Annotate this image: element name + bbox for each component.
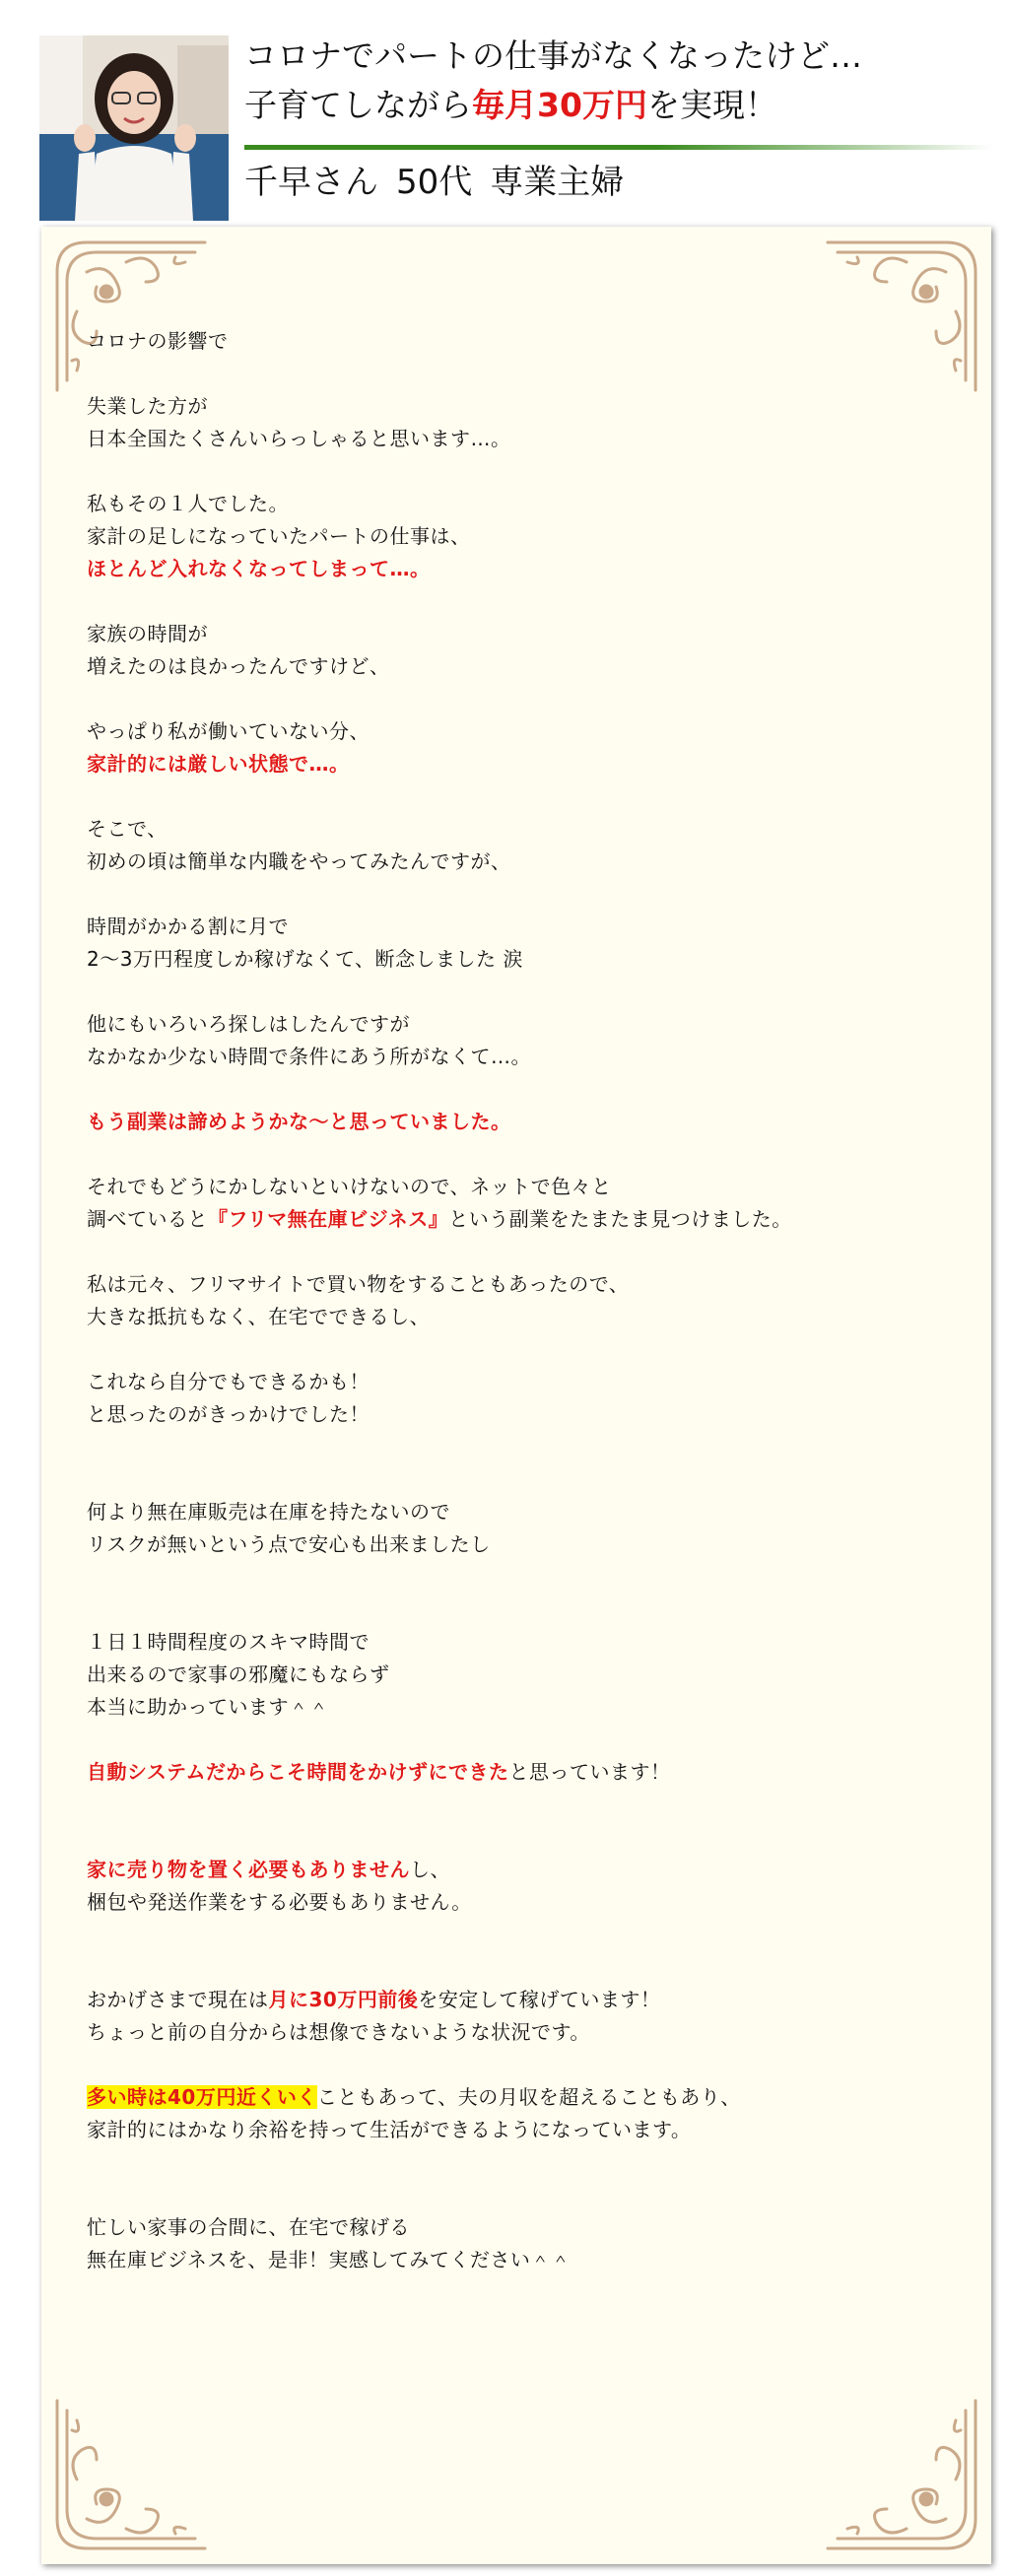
text-line: おかげさまで現在は: [87, 1988, 269, 2011]
paragraph: [87, 390, 954, 455]
paragraph: [87, 325, 954, 358]
headline-line2-emphasis: 毎月30万円: [472, 86, 647, 124]
paragraph: [87, 1756, 954, 1789]
text-line: 他にもいろいろ探しはしたんですが: [87, 1012, 410, 1036]
text-line: 家族の時間が: [87, 622, 208, 645]
text-line: 増えたのは良かったんですけど、: [87, 654, 390, 678]
headline-line2-pre: 子育てしながら: [244, 86, 472, 124]
text-line: 本当に助かっています＾＾: [87, 1695, 329, 1719]
text-line: という副業をたまたま見つけました。: [448, 1207, 792, 1231]
ornament-corner-bottom-left-icon: [47, 2391, 215, 2558]
paragraph: [87, 1626, 954, 1724]
text-line: やっぱり私が働いていない分、: [87, 719, 370, 743]
text-line: 家計的にはかなり余裕を持って生活ができるようになっています。: [87, 2118, 692, 2141]
text-line: 大きな抵抗もなく、在宅でできるし、: [87, 1305, 431, 1328]
headline-line1: コロナでパートの仕事がなくなったけど…: [244, 36, 862, 75]
emphasis-text: 家計的には厳しい状態で…。: [87, 752, 350, 776]
paragraph: [87, 2081, 954, 2146]
text-line: 私は元々、フリマサイトで買い物をすることもあったので、: [87, 1272, 630, 1296]
profile-photo: [39, 35, 229, 221]
paragraph: [87, 1854, 954, 1919]
emphasis-text: もう副業は諦めようかな〜と思っていました。: [87, 1110, 511, 1133]
emphasis-text: 月に30万円前後: [268, 1988, 419, 2011]
text-line: なかなか少ない時間で条件にあう所がなくて…。: [87, 1045, 531, 1068]
text-line: こともあって、夫の月収を超えることもあり、: [316, 2085, 741, 2109]
emphasis-text: 自動システムだからこそ時間をかけずにできた: [87, 1760, 509, 1784]
text-line: リスクが無いという点で安心も出来ましたし: [87, 1532, 491, 1556]
text-line: 家計の足しになっていたパートの仕事は、: [87, 524, 471, 548]
paragraph: [87, 488, 954, 585]
person-name: 千早さん: [244, 163, 378, 202]
paragraph: [87, 813, 954, 878]
testimonial-body: [87, 325, 954, 2309]
emphasis-text: ほとんど入れなくなってしまって…。: [87, 557, 431, 580]
text-line: これなら自分でもできるかも！: [87, 1370, 370, 1393]
paragraph: [87, 1496, 954, 1561]
text-line: 何より無在庫販売は在庫を持たないので: [87, 1500, 450, 1524]
headline-line2-post: を実現！: [646, 86, 777, 124]
highlighted-text: 多い時は40万円近くいく: [87, 2085, 317, 2109]
testimonial-headline: [244, 32, 993, 130]
text-line: 忙しい家事の合間に、在宅で稼げる: [87, 2215, 410, 2239]
text-line: それでもどうにかしないといけないので、ネットで色々と: [87, 1175, 612, 1198]
text-line: 調べていると: [87, 1207, 208, 1231]
text-line: 失業した方が: [87, 394, 208, 418]
text-line: 梱包や発送作業をする必要もありません。: [87, 1890, 472, 1914]
paragraph: [87, 1171, 954, 1236]
paragraph: [87, 2211, 954, 2276]
text-line: 日本全国たくさんいらっしゃると思います…。: [87, 427, 511, 450]
paragraph: [87, 1366, 954, 1431]
text-line: 無在庫ビジネスを、是非！実感してみてください＾＾: [87, 2248, 572, 2271]
text-line: と思ったのがきっかけでした！: [87, 1402, 370, 1426]
text-line: 私もその１人でした。: [87, 492, 289, 515]
emphasis-text: 家に売り物を置く必要もありません: [87, 1858, 410, 1881]
person-info: [244, 158, 641, 207]
person-age: 50代: [396, 163, 473, 202]
person-occupation: 専業主婦: [490, 163, 625, 202]
emphasis-text: 『フリマ無在庫ビジネス』: [208, 1207, 449, 1231]
paragraph: [87, 1106, 954, 1138]
text-line: そこで、: [87, 817, 168, 841]
text-line: と思っています！: [508, 1760, 671, 1784]
text-line: 初めの頃は簡単な内職をやってみたんですが、: [87, 849, 511, 873]
headline-divider: [244, 145, 993, 150]
testimonial-header: [0, 0, 1009, 225]
text-line: １日１時間程度のスキマ時間で: [87, 1630, 370, 1654]
ornament-corner-bottom-right-icon: [818, 2391, 985, 2558]
text-line: コロナの影響で: [87, 329, 229, 353]
paragraph: [87, 618, 954, 683]
text-line: ちょっと前の自分からは想像できないような状況です。: [87, 2020, 590, 2044]
text-line: を安定して稼げています！: [418, 1988, 661, 2011]
text-line: 時間がかかる割に月で: [87, 915, 289, 938]
paragraph: [87, 1984, 954, 2049]
text-line: 2〜3万円程度しか稼げなくて、断念しました 涙: [87, 947, 523, 971]
text-line: 出来るので家事の邪魔にもならず: [87, 1662, 390, 1686]
paragraph: [87, 715, 954, 780]
paragraph: [87, 1008, 954, 1073]
paragraph: [87, 911, 954, 976]
woman-portrait-image: [39, 35, 229, 221]
text-line: し、: [410, 1858, 450, 1881]
paragraph: [87, 1268, 954, 1333]
